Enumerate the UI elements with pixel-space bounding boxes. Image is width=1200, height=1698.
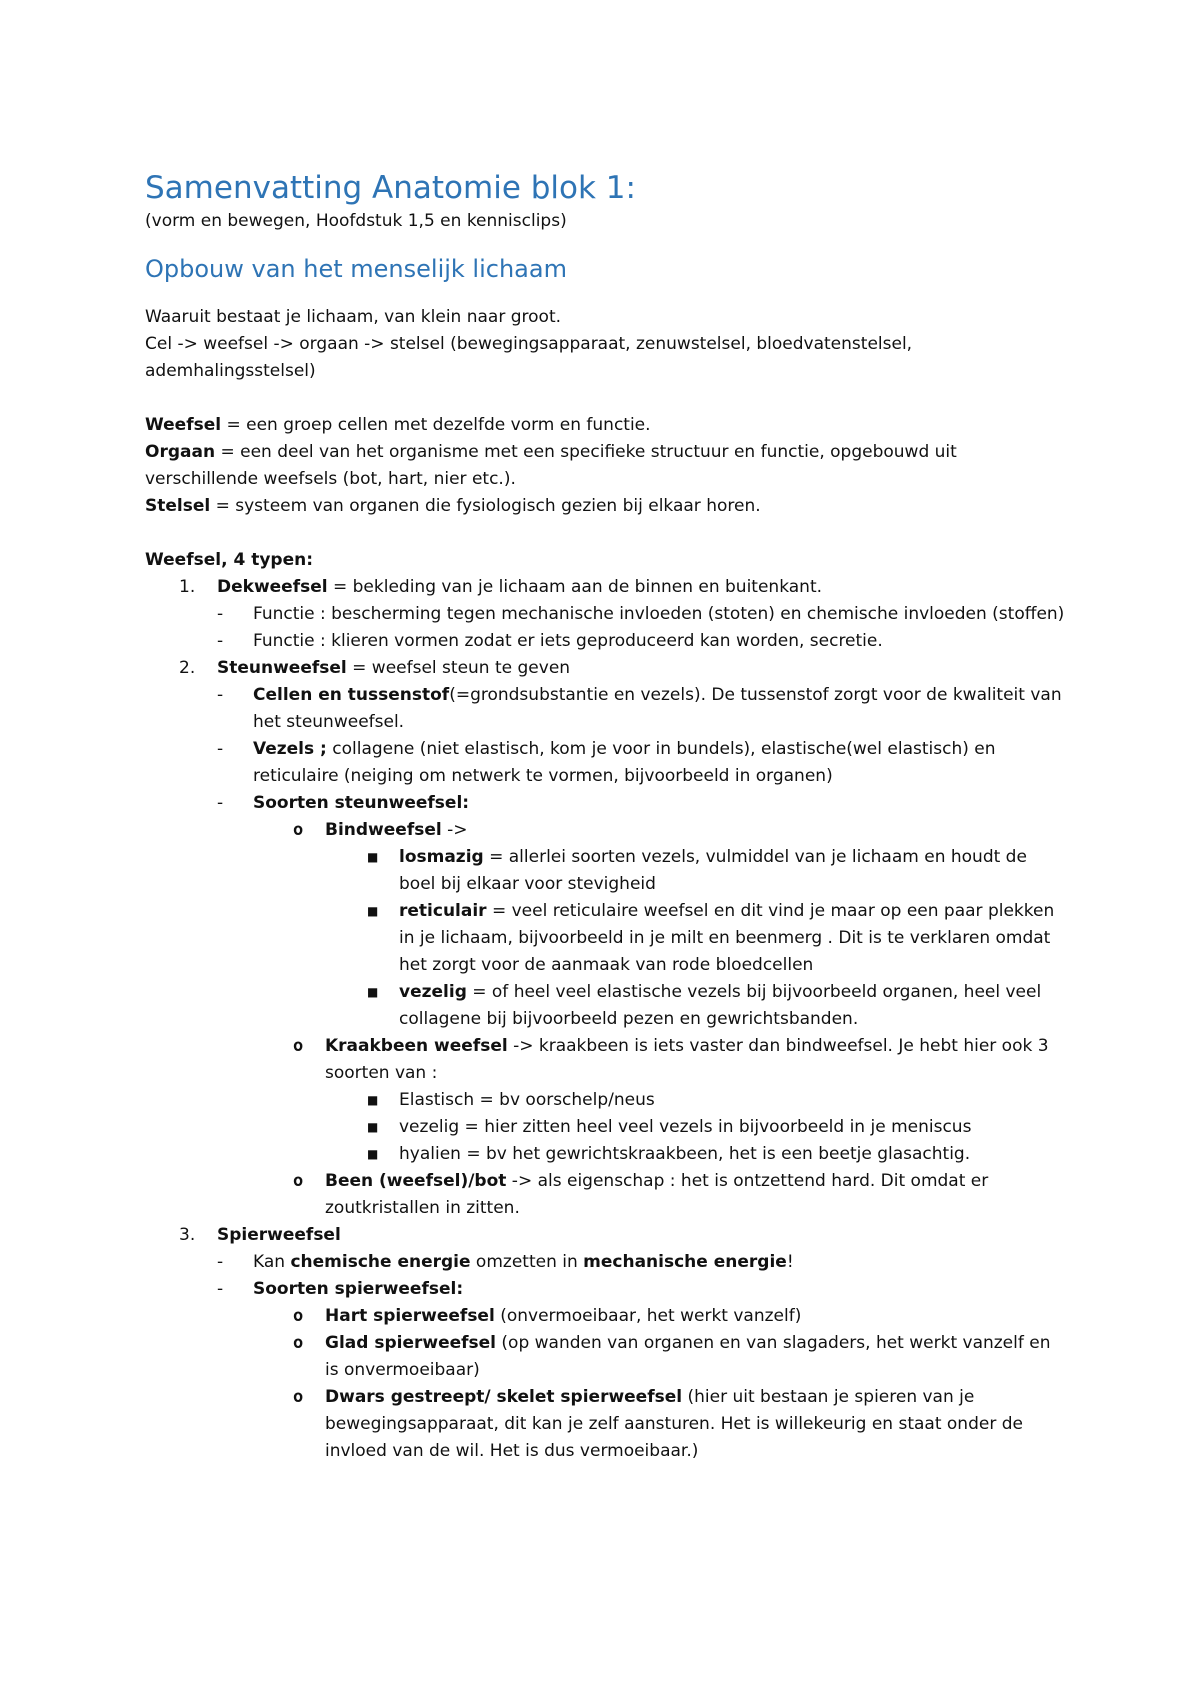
square-bullet: ■ (367, 1093, 379, 1107)
intro-line-2: Cel -> weefsel -> orgaan -> stelsel (bewegingsapparaat, zenuwstelsel, bloedvatenstelsel, ademhalingsstelsel) (145, 334, 913, 381)
document-page (145, 168, 1065, 1465)
square-bullet: ■ (367, 1147, 379, 1161)
item-text: = veel reticulaire weefsel en dit vind je maar op een paar plekken in je lichaam, bijvoorbeeld in je milt en beenmerg . Dit is te verklaren omdat het zorgt voor de aanmaak van rode bloedcellen (399, 901, 1055, 975)
list-item (145, 1384, 1065, 1465)
document-subtitle: (vorm en bewegen, Hoofdstuk 1,5 en kennisclips) (145, 211, 567, 231)
term: Kraakbeen weefsel (325, 1036, 508, 1056)
item-text: = allerlei soorten vezels, vulmiddel van je lichaam en houdt de boel bij elkaar voor stevigheid (399, 847, 1027, 894)
circle-bullet: o (293, 1333, 304, 1353)
term: Weefsel (145, 415, 222, 435)
square-bullet: ■ (367, 985, 379, 999)
item-text: hyalien = bv het gewrichtskraakbeen, het is een beetje glasachtig. (399, 1144, 971, 1164)
list-item (145, 790, 1065, 817)
list-item (145, 1114, 1065, 1141)
circle-bullet: o (293, 1036, 304, 1056)
list-item (145, 979, 1065, 1033)
list-item (145, 844, 1065, 898)
definition-text: = een groep cellen met dezelfde vorm en functie. (221, 415, 651, 435)
term: Hart spierweefsel (325, 1306, 495, 1326)
square-bullet: ■ (367, 850, 379, 864)
definition-stelsel (145, 493, 1065, 520)
list-item (145, 1330, 1065, 1384)
intro-line-1: Waaruit bestaat je lichaam, van klein naar groot. (145, 307, 562, 327)
item-text: -> kraakbeen is iets vaster dan bindweefsel. Je hebt hier ook 3 soorten van : (325, 1036, 1049, 1083)
types-heading (145, 547, 1065, 574)
item-text: Kan (253, 1252, 291, 1272)
item-text: Elastisch = bv oorschelp/neus (399, 1090, 655, 1110)
circle-bullet: o (293, 1306, 304, 1326)
item-text: ! (786, 1252, 794, 1272)
item-text: = weefsel steun te geven (346, 658, 571, 678)
item-text: Functie : bescherming tegen mechanische invloeden (stoten) en chemische invloeden (stoffen) (253, 604, 1065, 624)
list-item-dekweefsel (145, 574, 1065, 601)
list-item-been (145, 1168, 1065, 1222)
list-number: 2. (179, 658, 196, 678)
term: Vezels ; (253, 739, 327, 759)
square-bullet: ■ (367, 1120, 379, 1134)
term: Spierweefsel (217, 1225, 341, 1245)
term: Bindweefsel (325, 820, 442, 840)
term: Orgaan (145, 442, 216, 462)
document-title: Samenvatting Anatomie blok 1: (145, 170, 636, 206)
list-item (145, 1276, 1065, 1303)
term: Been (weefsel)/bot (325, 1171, 507, 1191)
term: reticulair (399, 901, 487, 921)
dash-bullet: - (217, 1252, 224, 1272)
item-text: -> als eigenschap : het is ontzettend hard. Dit omdat er zoutkristallen in zitten. (325, 1171, 989, 1218)
term: Cellen en tussenstof (253, 685, 450, 705)
item-text: = bekleding van je lichaam aan de binnen en buitenkant. (327, 577, 823, 597)
item-text: (op wanden van organen en van slagaders, het werkt vanzelf en is onvermoeibaar) (325, 1333, 1051, 1380)
item-text: (hier uit bestaan je spieren van je bewegingsapparaat, dit kan je zelf aansturen. Het is willekeurig en staat onder de invloed van de wil. Het is dus vermoeibaar.) (325, 1387, 1023, 1461)
definition-weefsel (145, 412, 1065, 439)
dash-bullet: - (217, 793, 224, 813)
term: Soorten spierweefsel: (253, 1279, 464, 1299)
list-item (145, 1087, 1065, 1114)
item-text: (onvermoeibaar, het werkt vanzelf) (494, 1306, 802, 1326)
term: Stelsel (145, 496, 211, 516)
term: chemische energie (290, 1252, 471, 1272)
item-text: = of heel veel elastische vezels bij bijvoorbeeld organen, heel veel collagene bij bijvoorbeeld pezen en gewrichtsbanden. (399, 982, 1042, 1029)
term: Steunweefsel (217, 658, 347, 678)
list-item-spierweefsel (145, 1222, 1065, 1249)
list-item-kraakbeen (145, 1033, 1065, 1087)
circle-bullet: o (293, 820, 304, 840)
list-item-steunweefsel (145, 655, 1065, 682)
list-number: 1. (179, 577, 196, 597)
dash-bullet: - (217, 604, 224, 624)
list-item (145, 898, 1065, 979)
term: Soorten steunweefsel: (253, 793, 470, 813)
definition-text: = systeem van organen die fysiologisch gezien bij elkaar horen. (210, 496, 761, 516)
list-item (145, 628, 1065, 655)
term: mechanische energie (583, 1252, 787, 1272)
list-item (145, 1249, 1065, 1276)
dash-bullet: - (217, 1279, 224, 1299)
types-heading-text: Weefsel, 4 typen: (145, 550, 314, 570)
dash-bullet: - (217, 685, 224, 705)
dash-bullet: - (217, 739, 224, 759)
list-item-bindweefsel (145, 817, 1065, 844)
list-item (145, 1141, 1065, 1168)
definition-orgaan (145, 439, 1065, 493)
item-text: Functie : klieren vormen zodat er iets geproduceerd kan worden, secretie. (253, 631, 883, 651)
term: Dekweefsel (217, 577, 328, 597)
definition-text: = een deel van het organisme met een specifieke structuur en functie, opgebouwd uit verschillende weefsels (bot, hart, nier etc.). (145, 442, 957, 489)
item-text: -> (441, 820, 468, 840)
term: losmazig (399, 847, 484, 867)
item-text: collagene (niet elastisch, kom je voor in bundels), elastische(wel elastisch) en reticulaire (neiging om netwerk te vormen, bijvoorbeeld in organen) (253, 739, 996, 786)
list-item (145, 736, 1065, 790)
circle-bullet: o (293, 1387, 304, 1407)
square-bullet: ■ (367, 904, 379, 918)
item-text: vezelig = hier zitten heel veel vezels in bijvoorbeeld in je meniscus (399, 1117, 972, 1137)
list-item (145, 682, 1065, 736)
list-number: 3. (179, 1225, 196, 1245)
term: Dwars gestreept/ skelet spierweefsel (325, 1387, 683, 1407)
list-item (145, 1303, 1065, 1330)
term: Glad spierweefsel (325, 1333, 497, 1353)
term: vezelig (399, 982, 467, 1002)
item-text: (=grondsubstantie en vezels). De tussenstof zorgt voor de kwaliteit van het steunweefsel. (253, 685, 1062, 732)
item-text: omzetten in (470, 1252, 584, 1272)
circle-bullet: o (293, 1171, 304, 1191)
dash-bullet: - (217, 631, 224, 651)
list-item (145, 601, 1065, 628)
section-heading: Opbouw van het menselijk lichaam (145, 255, 567, 283)
